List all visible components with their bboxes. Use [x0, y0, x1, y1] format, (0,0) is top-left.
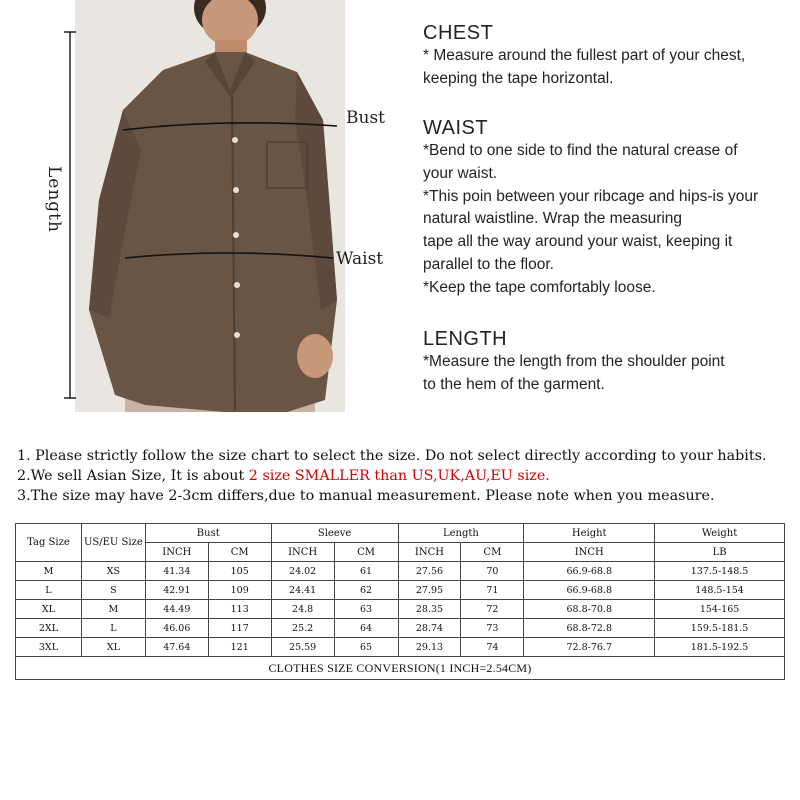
- chest-guide: [423, 22, 793, 91]
- cell-length-cm: 72: [461, 600, 524, 619]
- chest-line: keeping the tape horizontal.: [423, 69, 614, 87]
- cell-bust-in: 41.34: [145, 562, 208, 581]
- waist-title: WAIST: [423, 117, 489, 139]
- cell-us: M: [81, 600, 145, 619]
- cell-bust-cm: 121: [208, 638, 271, 657]
- cell-weight: 181.5-192.5: [655, 638, 785, 657]
- waist-line: natural waistline. Wrap the measuring: [423, 210, 683, 228]
- cell-bust-cm: 109: [208, 581, 271, 600]
- size-conversion-caption: CLOTHES SIZE CONVERSION(1 INCH=2.54CM): [16, 657, 785, 680]
- header-weight: Weight: [655, 524, 785, 543]
- cell-sleeve-cm: 61: [334, 562, 398, 581]
- header-length: Length: [398, 524, 524, 543]
- cell-sleeve-cm: 62: [334, 581, 398, 600]
- cell-bust-cm: 105: [208, 562, 271, 581]
- cell-bust-in: 46.06: [145, 619, 208, 638]
- cell-length-cm: 71: [461, 581, 524, 600]
- cell-sleeve-cm: 63: [334, 600, 398, 619]
- cell-weight: 154-165: [655, 600, 785, 619]
- cell-length-in: 29.13: [398, 638, 461, 657]
- cell-length-in: 28.74: [398, 619, 461, 638]
- note-2-highlight: 2 size SMALLER than US,UK,AU,EU size.: [248, 468, 550, 484]
- cell-length-in: 28.35: [398, 600, 461, 619]
- cell-sleeve-in: 24.8: [271, 600, 334, 619]
- note-2-text: 2.We sell Asian Size, It is about: [17, 468, 249, 484]
- unit-length-inch: INCH: [398, 543, 461, 562]
- shirt-model-photo: [75, 0, 345, 412]
- cell-tag: 2XL: [16, 619, 82, 638]
- cell-length-cm: 70: [461, 562, 524, 581]
- bust-label: Bust: [346, 108, 385, 128]
- waist-line: tape all the way around your waist, keeping it: [423, 233, 733, 251]
- cell-bust-in: 47.64: [145, 638, 208, 657]
- cell-length-cm: 73: [461, 619, 524, 638]
- cell-tag: L: [16, 581, 82, 600]
- unit-weight: LB: [655, 543, 785, 562]
- length-line: *Measure the length from the shoulder point: [423, 353, 725, 370]
- cell-length-in: 27.56: [398, 562, 461, 581]
- note-1: 1. Please strictly follow the size chart to select the size. Do not select directly according to your habits.: [17, 448, 767, 464]
- waist-line: *This poin between your ribcage and hips-is your: [423, 187, 759, 205]
- table-row: [16, 562, 785, 581]
- waist-line: parallel to the floor.: [423, 255, 554, 273]
- cell-us: S: [81, 581, 145, 600]
- chest-title: CHEST: [423, 22, 494, 44]
- cell-weight: 159.5-181.5: [655, 619, 785, 638]
- cell-height: 66.9-68.8: [524, 581, 655, 600]
- length-title: LENGTH: [423, 328, 508, 350]
- unit-bust-cm: CM: [208, 543, 271, 562]
- unit-sleeve-cm: CM: [334, 543, 398, 562]
- waist-line: your waist.: [423, 164, 498, 182]
- table-row: [16, 581, 785, 600]
- cell-us: XS: [81, 562, 145, 581]
- cell-height: 72.8-76.7: [524, 638, 655, 657]
- cell-height: 66.9-68.8: [524, 562, 655, 581]
- length-guide: [423, 328, 793, 397]
- cell-us: L: [81, 619, 145, 638]
- cell-height: 68.8-70.8: [524, 600, 655, 619]
- waist-guide: [423, 117, 793, 300]
- cell-length-in: 27.95: [398, 581, 461, 600]
- size-notes: [17, 446, 797, 506]
- chest-line: * Measure around the fullest part of your chest,: [423, 47, 746, 64]
- unit-sleeve-inch: INCH: [271, 543, 334, 562]
- note-2: [17, 466, 797, 486]
- header-sleeve: Sleeve: [271, 524, 398, 543]
- cell-sleeve-in: 24.02: [271, 562, 334, 581]
- cell-sleeve-in: 25.2: [271, 619, 334, 638]
- table-row: [16, 600, 785, 619]
- cell-weight: 148.5-154: [655, 581, 785, 600]
- header-us-eu-size: US/EU Size: [81, 524, 145, 562]
- waist-label: Waist: [336, 249, 384, 269]
- header-bust: Bust: [145, 524, 271, 543]
- waist-line: *Keep the tape comfortably loose.: [423, 278, 656, 296]
- note-3: 3.The size may have 2-3cm differs,due to manual measurement. Please note when you measure.: [17, 488, 715, 504]
- cell-sleeve-in: 24.41: [271, 581, 334, 600]
- size-chart-table: [15, 523, 785, 680]
- table-caption-row: [16, 657, 785, 680]
- cell-bust-cm: 113: [208, 600, 271, 619]
- length-line: to the hem of the garment.: [423, 375, 605, 393]
- unit-length-cm: CM: [461, 543, 524, 562]
- length-label: Length: [44, 166, 64, 233]
- table-row: [16, 619, 785, 638]
- cell-tag: 3XL: [16, 638, 82, 657]
- cell-length-cm: 74: [461, 638, 524, 657]
- cell-bust-cm: 117: [208, 619, 271, 638]
- cell-bust-in: 44.49: [145, 600, 208, 619]
- cell-sleeve-cm: 64: [334, 619, 398, 638]
- unit-bust-inch: INCH: [145, 543, 208, 562]
- cell-weight: 137.5-148.5: [655, 562, 785, 581]
- cell-bust-in: 42.91: [145, 581, 208, 600]
- cell-us: XL: [81, 638, 145, 657]
- header-tag-size: Tag Size: [16, 524, 82, 562]
- cell-height: 68.8-72.8: [524, 619, 655, 638]
- cell-tag: M: [16, 562, 82, 581]
- unit-height: INCH: [524, 543, 655, 562]
- cell-sleeve-cm: 65: [334, 638, 398, 657]
- cell-tag: XL: [16, 600, 82, 619]
- header-height: Height: [524, 524, 655, 543]
- table-row: [16, 638, 785, 657]
- waist-line: *Bend to one side to find the natural crease of: [423, 142, 738, 159]
- cell-sleeve-in: 25.59: [271, 638, 334, 657]
